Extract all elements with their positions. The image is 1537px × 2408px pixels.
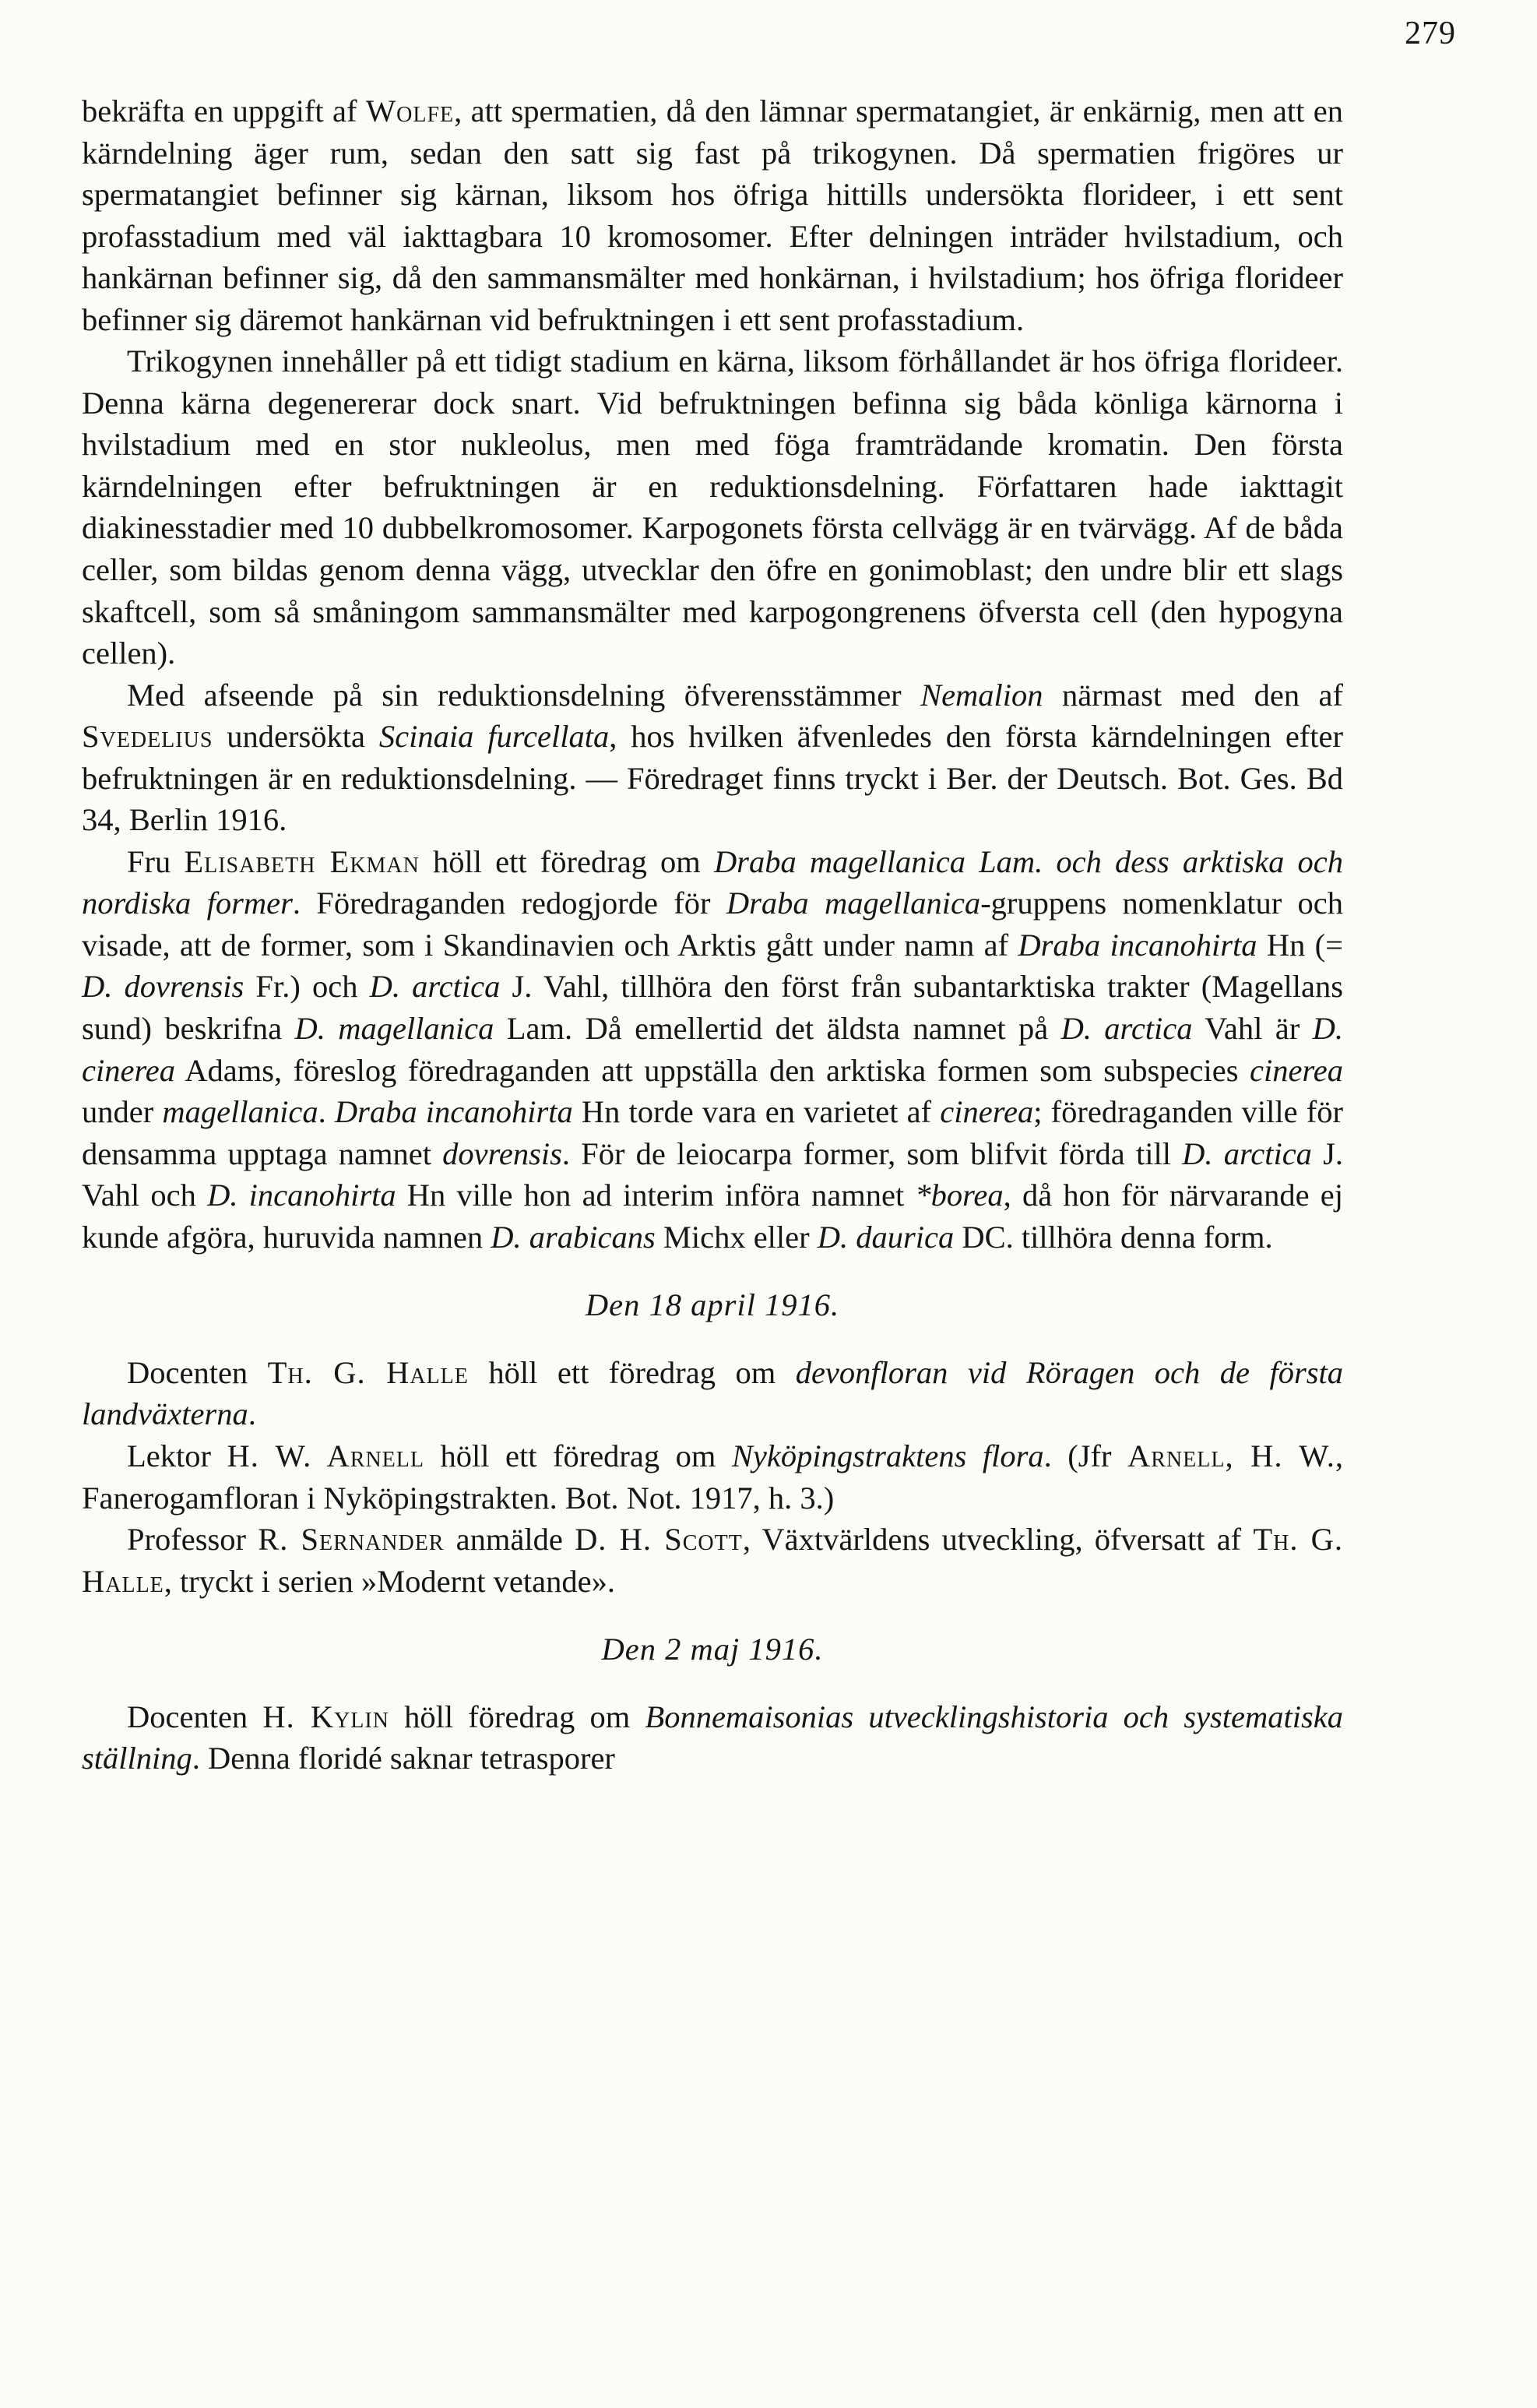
text-run: Docenten xyxy=(127,1699,263,1734)
italic-term: Draba magellanica Lam. och dess arktiska och nordiska former xyxy=(82,843,1343,921)
italic-term: Draba magellanica xyxy=(726,885,981,921)
italic-term: D. dovrensis xyxy=(82,969,244,1005)
text-run: anmälde xyxy=(444,1522,575,1558)
italic-term: dovrensis xyxy=(442,1135,562,1171)
italic-term: cinerea xyxy=(940,1094,1034,1130)
author-name: H. Kylin xyxy=(262,1699,389,1734)
paragraph xyxy=(82,340,1343,674)
paragraph xyxy=(82,1696,1343,1780)
italic-term: Scinaia furcellata xyxy=(378,719,610,755)
paragraph xyxy=(82,1519,1343,1602)
italic-term: D. incanohirta xyxy=(207,1178,396,1213)
text-run: Docenten xyxy=(127,1354,268,1390)
text-run: Trikogynen innehåller på ett tidigt stadium en kärna, liksom förhållandet är hos öfriga florideer. Denna kärna degenererar dock snart. Vid befruktningen befinna sig båda könliga kärnorna i hvilstadium med en stor nukleolus, men med föga framträdande kromatin. Den första kärndelningen efter befruktningen är en reduktionsdelning. Författaren hade iakttagit diakinesstadier med 10 dubbelkromosomer. Karpogonets första cellvägg är en tvärvägg. Af de båda celler, som bildas genom denna vägg, utvecklar den öfre en gonimoblast; den undre blir ett slags skaftcell, som så småningom sammansmälter med karpogongrenens öfversta cell (den hypogyna cellen). xyxy=(82,343,1343,671)
text-run: Med afseende på sin reduktionsdelning öfverensstämmer xyxy=(127,677,921,713)
italic-term: devonfloran vid Röragen och de första landväxterna xyxy=(82,1354,1343,1432)
text-run: höll ett föredrag om xyxy=(468,1354,796,1390)
text-run: , tryckt i serien »Modernt vetande». xyxy=(164,1563,615,1599)
italic-term: D. daurica xyxy=(817,1219,955,1255)
text-run: Lam. Då emellertid det äldsta namnet på xyxy=(494,1011,1061,1047)
italic-term: D. arctica xyxy=(1060,1011,1193,1047)
text-run: Michx eller xyxy=(655,1219,818,1255)
text-run: . xyxy=(318,1094,335,1130)
text-run: Adams, föreslog föredraganden att uppställa den arktiska formen som subspecies xyxy=(174,1052,1250,1088)
paragraph xyxy=(82,1435,1343,1519)
paragraph xyxy=(82,674,1343,841)
author-name: Arnell, H. W. xyxy=(1127,1438,1335,1473)
text-run: höll ett föredrag om xyxy=(419,843,714,879)
paragraph xyxy=(82,1352,1343,1435)
italic-term: D. magellanica xyxy=(294,1011,494,1047)
italic-term: Nemalion xyxy=(920,677,1043,713)
text-run: under xyxy=(82,1094,163,1130)
text-run: Professor xyxy=(127,1522,259,1558)
text-run: , Växtvärldens utveckling, öfversatt af xyxy=(742,1522,1254,1558)
paragraph xyxy=(82,841,1343,1258)
author-name: Th. G. Halle xyxy=(82,1522,1344,1599)
italic-term: D. arctica xyxy=(1182,1135,1312,1171)
italic-term: D. arabicans xyxy=(491,1219,656,1255)
author-name: Svedelius xyxy=(82,719,213,755)
text-run: , hos hvilken äfvenledes den första kärndelningen efter befruktningen är en reduktionsdelning. — Föredraget finns tryckt i Ber. der Deutsch. Bot. Ges. Bd 34, Berlin 1916. xyxy=(82,719,1344,838)
text-run: Hn ville hon ad interim införa namnet xyxy=(396,1178,916,1213)
text-run: , då hon för närvarande ej kunde afgöra, huruvida namnen xyxy=(82,1178,1343,1255)
text-run: . Denna floridé saknar tetrasporer xyxy=(192,1741,615,1776)
text-run: höll föredrag om xyxy=(389,1699,645,1734)
text-run: bekräfta en uppgift af xyxy=(82,93,366,128)
page-number: 279 xyxy=(1405,16,1456,51)
author-name: R. Sernander xyxy=(258,1522,445,1558)
body-text xyxy=(82,90,1343,1780)
text-run: Fr.) och xyxy=(244,969,370,1005)
italic-term: *borea xyxy=(915,1178,1004,1213)
text-run: . (Jfr xyxy=(1043,1438,1127,1473)
text-run: Hn (= xyxy=(1257,927,1343,963)
text-run: ; föredraganden ville för densamma upptaga namnet xyxy=(82,1094,1344,1171)
author-name: D. H. Scott xyxy=(575,1522,743,1558)
text-run: Lektor xyxy=(127,1438,227,1473)
text-run: närmast med den af xyxy=(1043,677,1343,713)
author-name: Th. G. Halle xyxy=(267,1354,469,1390)
text-run: J. Vahl och xyxy=(82,1135,1343,1213)
text-run: höll ett föredrag om xyxy=(424,1438,732,1473)
italic-term: D. cinerea xyxy=(82,1011,1344,1088)
text-run: -gruppens nomenklatur och visade, att de former, som i Skandinavien och Arktis gått under namn af xyxy=(82,885,1343,963)
text-run: undersökta xyxy=(213,719,379,755)
section-date: Den 18 april 1916. xyxy=(585,1287,840,1323)
author-name: Elisabeth Ekman xyxy=(184,843,420,879)
text-run: Vahl är xyxy=(1192,1011,1313,1047)
italic-term: Nyköpingstraktens flora xyxy=(731,1438,1044,1473)
section-date: Den 2 maj 1916. xyxy=(601,1632,824,1667)
text-run: , Fanerogamfloran i Nyköpingstrakten. Bot. Not. 1917, h. 3.) xyxy=(82,1438,1343,1516)
italic-term: magellanica xyxy=(162,1094,318,1130)
italic-term: cinerea xyxy=(1250,1052,1343,1088)
italic-term: D. arctica xyxy=(369,969,501,1005)
author-name: Wolfe xyxy=(365,93,455,128)
italic-term: Draba incanohirta xyxy=(334,1094,573,1130)
author-name: H. W. Arnell xyxy=(227,1438,424,1473)
paragraph xyxy=(82,90,1343,340)
text-run: J. Vahl, tillhöra den först från subantarktiska trakter (Magellans sund) beskrifna xyxy=(82,969,1343,1047)
text-run: , att spermatien, då den lämnar spermatangiet, är enkärnig, men att en kärndelning äger rum, sedan den satt sig fast på trikogynen. Då spermatien frigöres ur spermatangiet befinner sig kärnan, liksom hos öfriga hittills undersökta florideer, i ett sent profasstadium med väl iakttagbara 10 kromosomer. Efter delningen inträder hvilstadium, och hankärnan befinner sig, då den sammansmälter med honkärnan, i hvilstadium; hos öfriga florideer befinner sig däremot hankärnan vid befruktningen i ett sent profasstadium. xyxy=(82,93,1343,337)
text-run: DC. tillhöra denna form. xyxy=(954,1219,1273,1255)
text-run: . För de leiocarpa former, som blifvit förda till xyxy=(561,1135,1183,1171)
italic-term: Bonnemaisonias utvecklingshistoria och systematiska ställning xyxy=(82,1699,1343,1776)
text-run: Fru xyxy=(127,843,185,879)
text-run: . xyxy=(248,1396,256,1432)
text-run: . Föredraganden redogjorde för xyxy=(292,885,726,921)
text-run: Hn torde vara en varietet af xyxy=(572,1094,941,1130)
italic-term: Draba incanohirta xyxy=(1018,927,1257,963)
